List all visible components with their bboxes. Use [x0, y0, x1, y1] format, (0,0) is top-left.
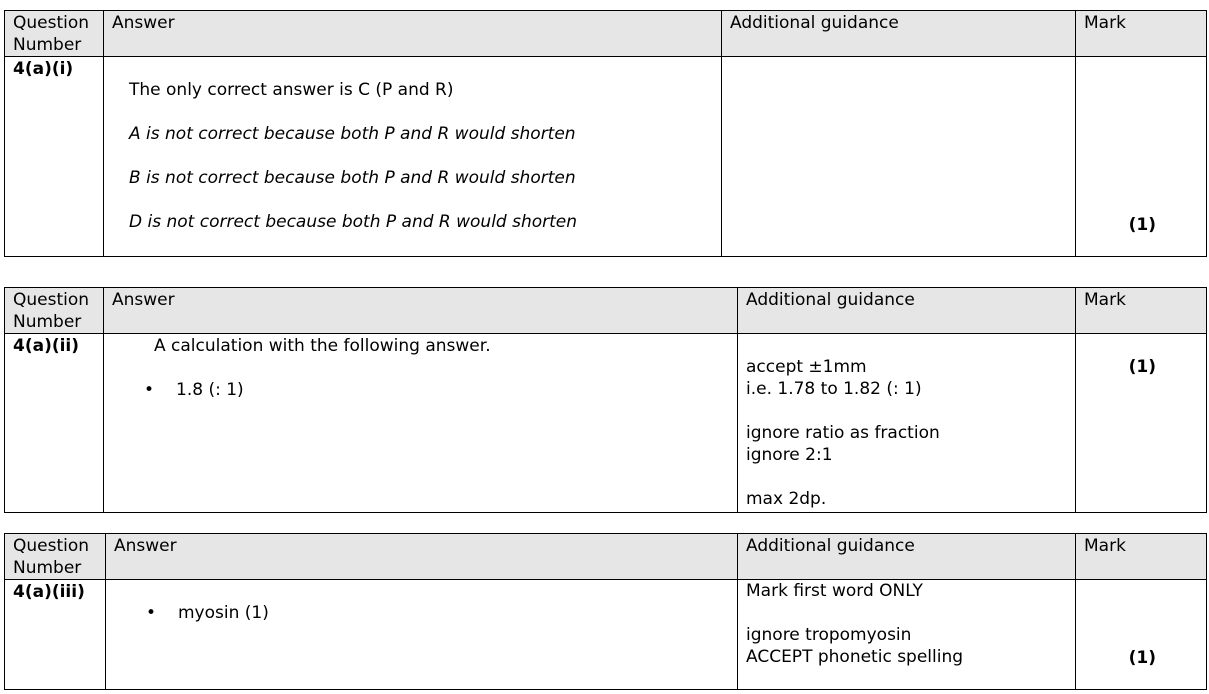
- bullet-text: 1.8 (: 1): [176, 380, 244, 400]
- bullet-text: myosin (1): [178, 603, 269, 623]
- guidance-line: ignore ratio as fraction: [746, 423, 940, 443]
- guidance-line: max 2dp.: [746, 489, 827, 509]
- header-additional-guidance: Additional guidance: [738, 288, 1076, 334]
- header-additional-guidance: Additional guidance: [722, 11, 1076, 57]
- answer-line: The only correct answer is C (P and R): [129, 80, 454, 100]
- mark-cell: [1076, 57, 1207, 257]
- answer-line: D is not correct because both P and R would shorten: [129, 212, 578, 232]
- mark-scheme-table-4ai: [4, 10, 1207, 257]
- answer-cell: [104, 57, 722, 257]
- guidance-line: ignore tropomyosin: [746, 625, 912, 645]
- question-number: 4(a)(iii): [5, 580, 106, 690]
- guidance-line: i.e. 1.78 to 1.82 (: 1): [746, 379, 922, 399]
- header-answer: Answer: [104, 11, 722, 57]
- answer-cell: [106, 580, 738, 690]
- mark-cell: [1076, 334, 1207, 513]
- answer-intro: A calculation with the following answer.: [154, 336, 491, 356]
- header-mark: Mark: [1076, 288, 1207, 334]
- header-additional-guidance: Additional guidance: [738, 534, 1076, 580]
- header-question-number: Question Number: [5, 288, 104, 334]
- header-answer: Answer: [106, 534, 738, 580]
- guidance-cell: [738, 580, 1076, 690]
- bullet-dot: •: [143, 380, 155, 400]
- header-question-number: Question Number: [5, 534, 106, 580]
- mark-scheme-table-4aii: [4, 287, 1207, 513]
- mark-scheme-table-4aiii: [4, 533, 1207, 690]
- answer-line: B is not correct because both P and R would shorten: [129, 168, 576, 188]
- guidance-cell: [738, 334, 1076, 513]
- mark-value: (1): [1128, 357, 1156, 377]
- mark-value: (1): [1128, 215, 1156, 235]
- header-question-number: Question Number: [5, 11, 104, 57]
- guidance-line: Mark first word ONLY: [746, 581, 923, 601]
- question-number: 4(a)(ii): [5, 334, 104, 513]
- question-number: 4(a)(i): [5, 57, 104, 257]
- mark-value: (1): [1128, 648, 1156, 668]
- header-mark: Mark: [1076, 534, 1207, 580]
- answer-bullet: [106, 580, 737, 624]
- answer-line: A is not correct because both P and R would shorten: [129, 124, 576, 144]
- answer-cell: [104, 334, 738, 513]
- header-answer: Answer: [104, 288, 738, 334]
- header-mark: Mark: [1076, 11, 1207, 57]
- guidance-cell: [722, 57, 1076, 257]
- guidance-line: ACCEPT phonetic spelling: [746, 647, 964, 667]
- guidance-line: accept ±1mm: [746, 357, 867, 377]
- mark-cell: [1076, 580, 1207, 690]
- bullet-dot: •: [145, 603, 157, 623]
- guidance-line: ignore 2:1: [746, 445, 833, 465]
- answer-bullet: [104, 357, 737, 401]
